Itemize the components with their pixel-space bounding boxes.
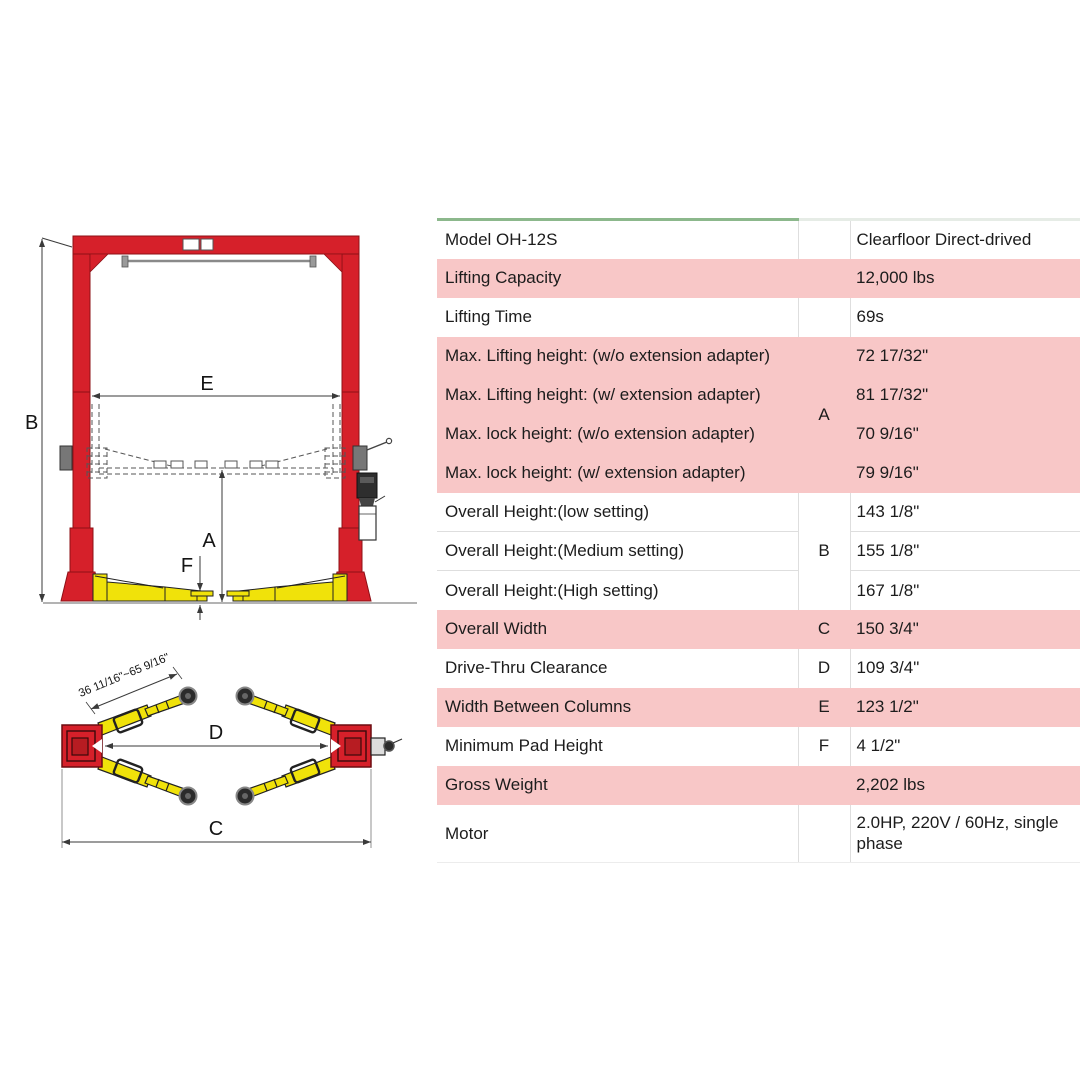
spec-value: 155 1/8"	[850, 532, 1080, 571]
spec-letter	[798, 259, 850, 298]
spec-row-max-lock-with-adapter	[437, 454, 1080, 493]
spec-label: Overall Height:(low setting)	[437, 493, 798, 532]
spec-letter-D: D	[798, 649, 850, 688]
spec-label: Max. lock height: (w/o extension adapter)	[437, 415, 798, 454]
spec-letter	[798, 220, 850, 259]
spec-value: 69s	[856, 307, 884, 327]
spec-value: 72 17/32"	[850, 337, 1080, 376]
spec-row-max-lift-no-adapter	[437, 337, 1080, 376]
spec-row-gross-weight	[437, 766, 1080, 805]
spec-row-minimum-pad-height	[437, 727, 1080, 766]
spec-value: 150 3/4"	[850, 610, 1080, 649]
spec-letter-B: B	[798, 493, 850, 610]
spec-label: Max. Lifting height: (w/o extension adapter)	[437, 337, 798, 376]
dim-label-C: C	[208, 818, 224, 840]
b-dimension	[42, 238, 72, 602]
spec-letter-A: A	[798, 337, 850, 493]
spec-table	[437, 218, 1080, 863]
spec-row-overall-width	[437, 610, 1080, 649]
dim-label-F: F	[180, 555, 194, 577]
raised-arms-dashed	[87, 404, 345, 478]
spec-value: 2.0HP, 220V / 60Hz, single phase	[850, 805, 1080, 863]
right-stop-block	[353, 446, 367, 470]
dim-label-E: E	[200, 373, 214, 395]
spec-letter	[798, 298, 850, 337]
top-right-post-base	[331, 725, 371, 767]
spec-letter-E: E	[798, 688, 850, 727]
front-view-diagram	[15, 220, 425, 620]
spec-row-width-between-columns	[437, 688, 1080, 727]
spec-letter	[798, 766, 850, 805]
spec-label: Overall Height:(High setting)	[437, 571, 798, 610]
spec-label: Gross Weight	[437, 766, 798, 805]
spec-value: 2,202 lbs	[850, 766, 1080, 805]
lift-technical-diagram	[0, 0, 435, 1080]
spec-row-overall-height-low	[437, 493, 1080, 532]
dim-label-D: D	[208, 722, 224, 744]
spec-label: Overall Height:(Medium setting)	[437, 532, 798, 571]
spec-label: Lifting Capacity	[437, 259, 798, 298]
spec-row-max-lift-with-adapter	[437, 376, 1080, 415]
beam-latch-box	[201, 239, 213, 250]
spec-row-motor	[437, 805, 1080, 863]
spec-value: 143 1/8"	[856, 502, 920, 522]
spec-label: Drive-Thru Clearance	[437, 649, 798, 688]
right-arm	[227, 574, 347, 601]
dim-label-A: A	[202, 530, 216, 552]
left-stop-block	[60, 446, 72, 470]
spec-row-max-lock-no-adapter	[437, 415, 1080, 454]
spec-label: Max. Lifting height: (w/ extension adapter)	[437, 376, 798, 415]
spec-label: Model OH-12S	[437, 220, 798, 259]
spec-label: Minimum Pad Height	[437, 727, 798, 766]
spec-row-model	[437, 220, 1080, 259]
spec-value: 79 9/16"	[850, 454, 1080, 493]
left-arm	[93, 574, 213, 601]
spec-value: 167 1/8"	[850, 571, 1080, 610]
spec-value: 4 1/2"	[856, 736, 901, 756]
right-column	[330, 244, 371, 601]
top-left-post-base	[62, 725, 102, 767]
raised-arm-pads	[154, 461, 278, 468]
spec-value: 81 17/32"	[850, 376, 1080, 415]
spec-letter-C: C	[798, 610, 850, 649]
spec-row-lifting-capacity	[437, 259, 1080, 298]
spec-row-overall-height-high	[437, 571, 1080, 610]
spec-label: Lifting Time	[437, 298, 798, 337]
top-view-diagram	[25, 645, 425, 880]
spec-value: 12,000 lbs	[850, 259, 1080, 298]
beam-latch-box	[183, 239, 199, 250]
spec-value: 109 3/4"	[856, 658, 920, 678]
spec-label: Width Between Columns	[437, 688, 798, 727]
spec-label: Motor	[437, 805, 798, 863]
left-column	[61, 244, 102, 601]
spec-label: Max. lock height: (w/ extension adapter)	[437, 454, 798, 493]
spec-letter	[798, 805, 850, 863]
power-unit-connector	[371, 738, 402, 755]
spec-value: 70 9/16"	[850, 415, 1080, 454]
spec-value: Clearfloor Direct-drived	[850, 220, 1080, 259]
dim-label-B: B	[25, 412, 39, 434]
spec-row-lifting-time	[437, 298, 1080, 337]
spec-letter-F: F	[798, 727, 850, 766]
spec-label: Overall Width	[437, 610, 798, 649]
spec-row-overall-height-medium	[437, 532, 1080, 571]
overhead-shutoff-bar	[122, 256, 316, 267]
spec-value: 123 1/2"	[850, 688, 1080, 727]
spec-row-drive-thru-clearance	[437, 649, 1080, 688]
arm-reach-label: 36 11/16"~65 9/16"	[76, 651, 172, 700]
